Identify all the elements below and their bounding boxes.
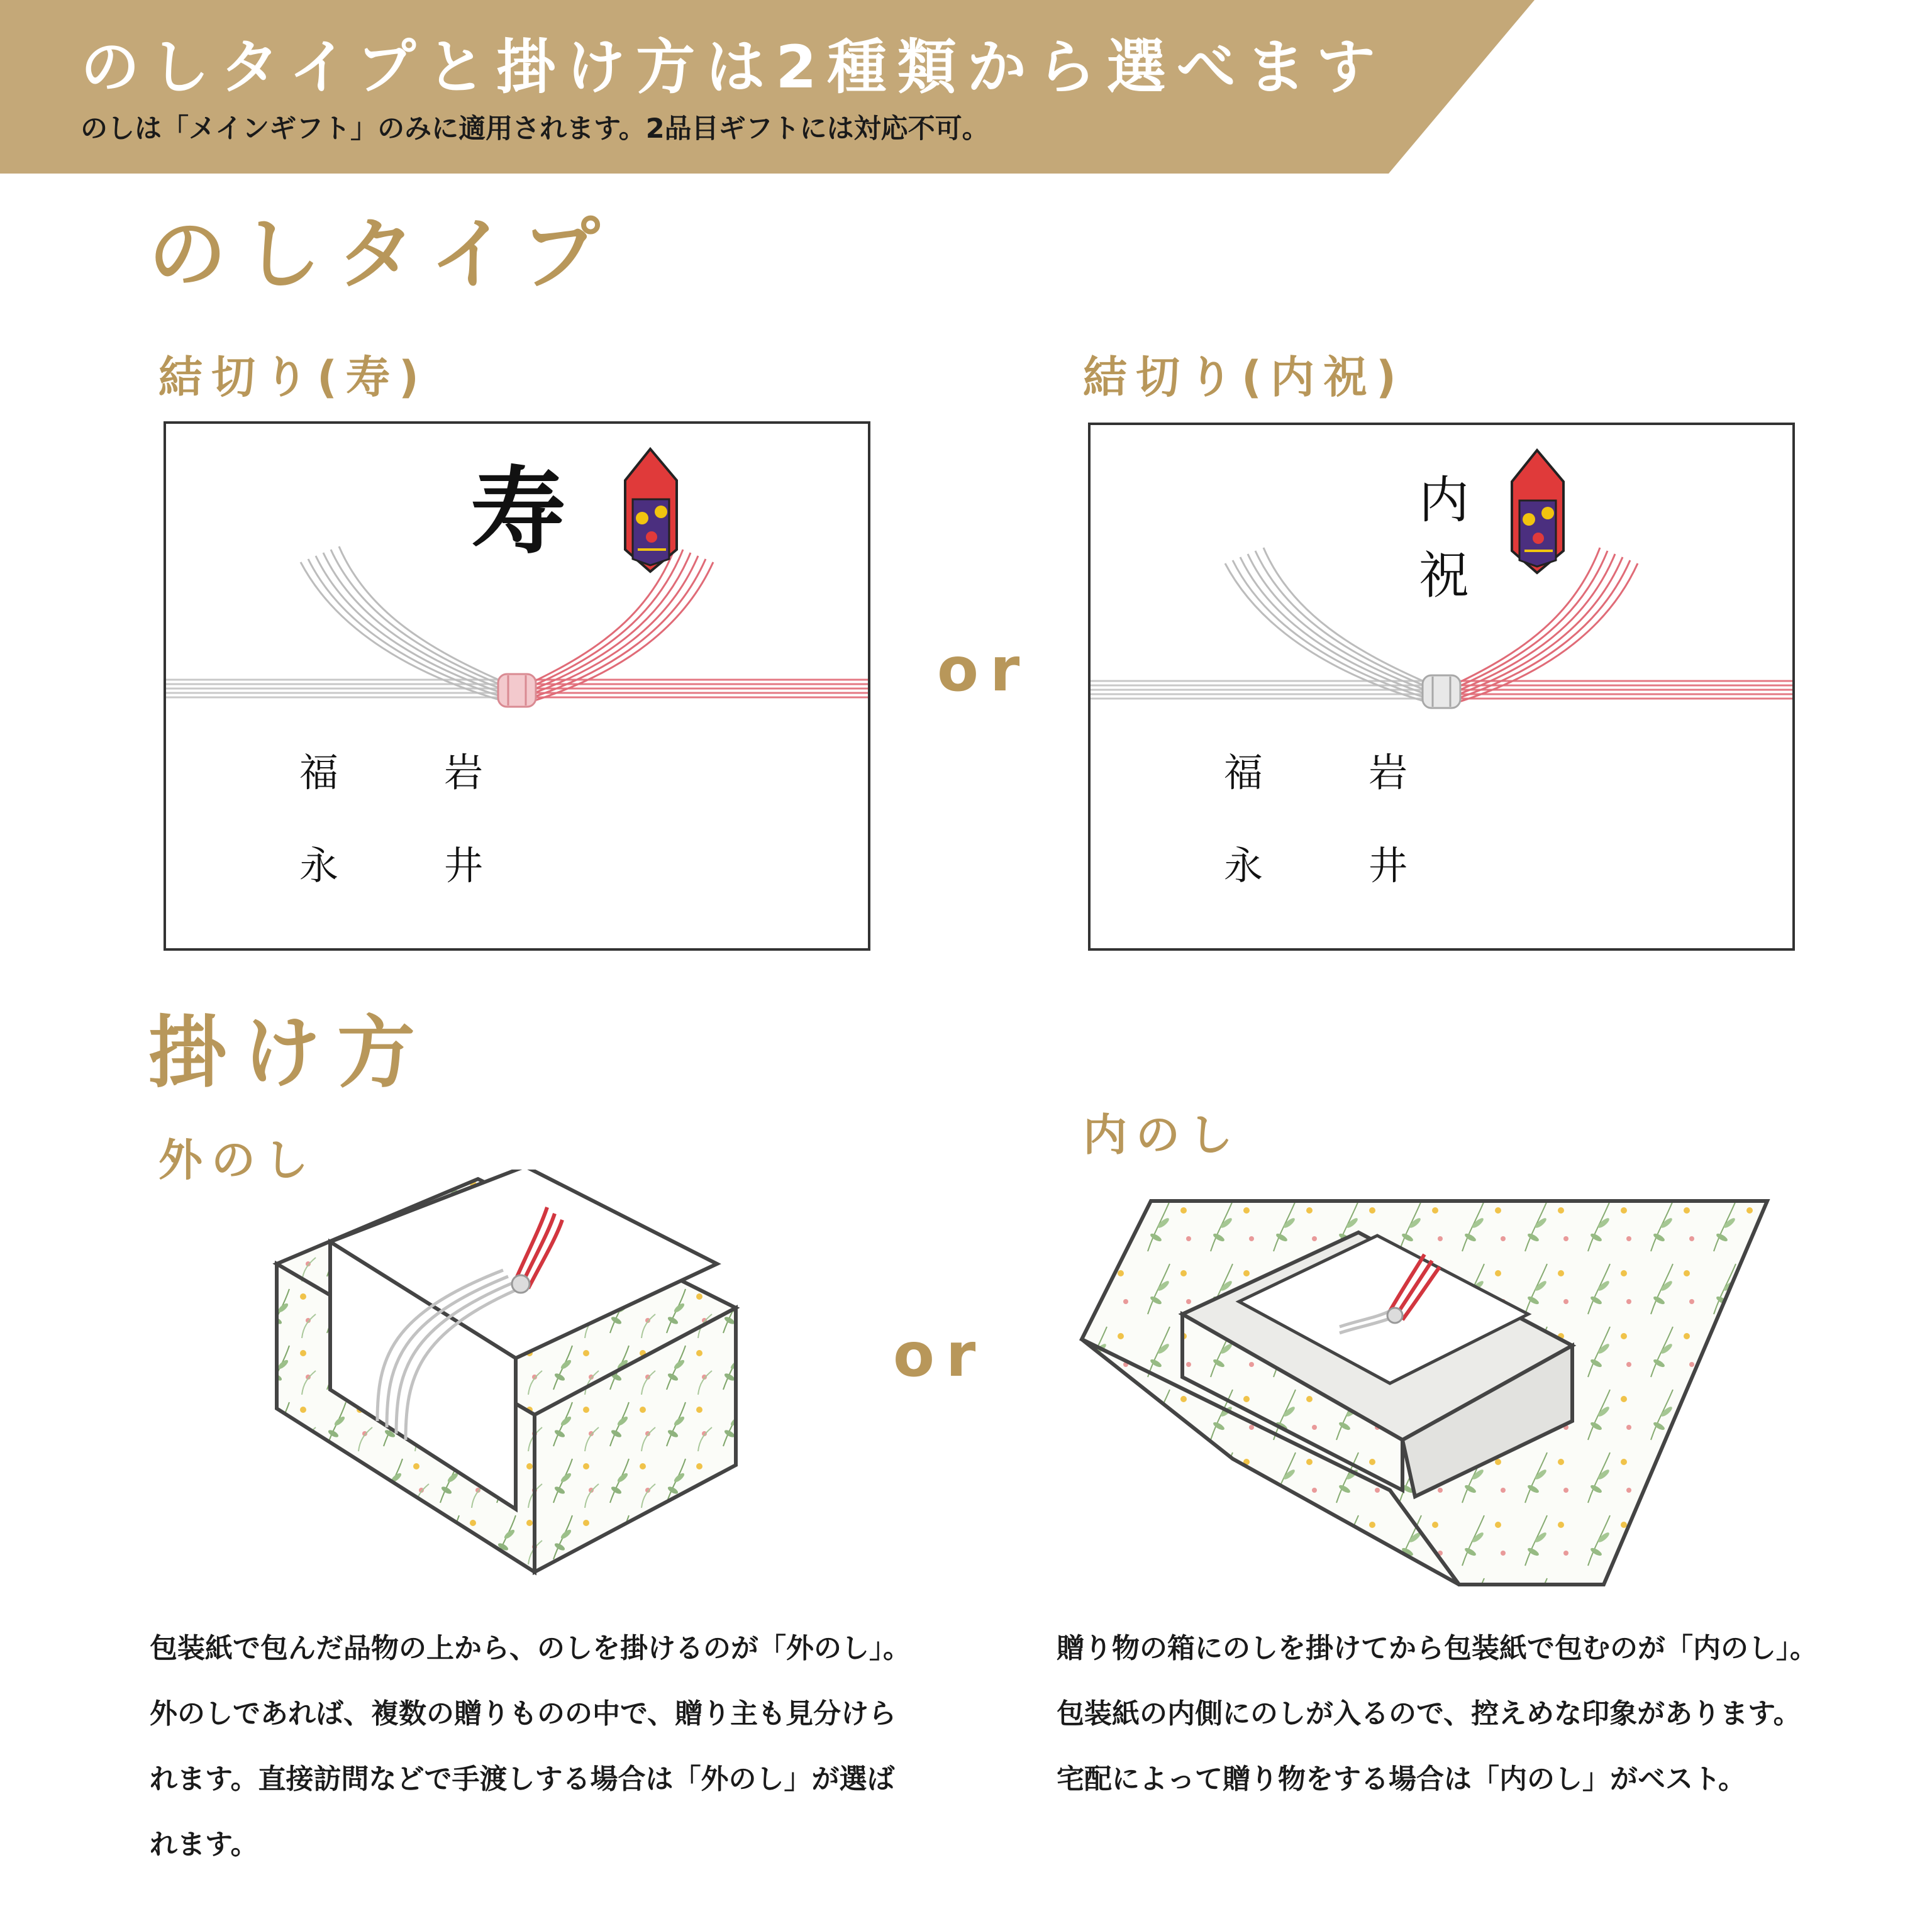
name-left-top-2: 福 [1224,750,1263,795]
soto-desc-line-1: 包装紙で包んだ品物の上から、のしを掛けるのが「外のし」。 [150,1632,911,1664]
uchi-desc-line-1: 贈り物の箱にのしを掛けてから包装紙で包むのが「内のし」。 [1057,1632,1818,1664]
soto-noshi-illustration [264,1170,742,1585]
soto-noshi-description [150,1616,911,1878]
name-left-top: 福 [299,750,339,795]
noshi-ornament-icon [625,449,677,572]
name-left-bottom-2: 永 [1224,843,1263,888]
name-right-bottom: 井 [444,843,484,888]
uchi-noshi-illustration [1075,1195,1780,1597]
noshi-option-kotobuki-label: 結切り(寿) [158,351,428,403]
soto-desc-line-2: 外のしであれば、複数の贈りものの中で、贈り主も見分けら [150,1698,897,1730]
uchi-desc-line-2: 包装紙の内側にのしが入るので、控えめな印象があります。 [1057,1698,1801,1730]
noshi-or-label: or [937,634,1031,705]
noshi-option-uchiiwai-label: 結切り(内祝) [1083,351,1405,403]
name-right-top-2: 岩 [1368,750,1408,795]
omotegaki-uchi: 内 [1419,471,1469,529]
page-subtitle: のしは「メインギフト」のみに適用されます。2品目ギフトには対応不可。 [80,113,989,145]
name-right-bottom-2: 井 [1368,843,1408,888]
page-title: のしタイプと掛け方は2種類から選べます [80,33,1386,102]
soto-desc-line-3: れます。直接訪問などで手渡しする場合は「外のし」が選ば [150,1763,895,1795]
omotegaki-iwai: 祝 [1419,546,1469,605]
uchi-noshi-label: 内のし [1083,1109,1241,1161]
noshi-card-uchiiwai [1088,423,1795,951]
uchi-noshi-description [1057,1616,1818,1812]
noshi-ornament-icon-2 [1512,450,1563,573]
noshi-type-heading: のしタイプ [148,209,616,300]
uchi-desc-line-3: 宅配によって贈り物をする場合は「内のし」がベスト。 [1057,1763,1746,1795]
kakekata-or-label: or [893,1320,987,1390]
omotegaki-kotobuki: 寿 [470,456,565,567]
name-right-top: 岩 [444,750,484,795]
kakekata-heading: 掛け方 [148,1008,432,1098]
soto-desc-line-4: れます。 [150,1829,258,1861]
soto-noshi-label: 外のし [158,1134,317,1186]
noshi-card-kotobuki [164,421,870,951]
name-left-bottom: 永 [299,843,339,888]
